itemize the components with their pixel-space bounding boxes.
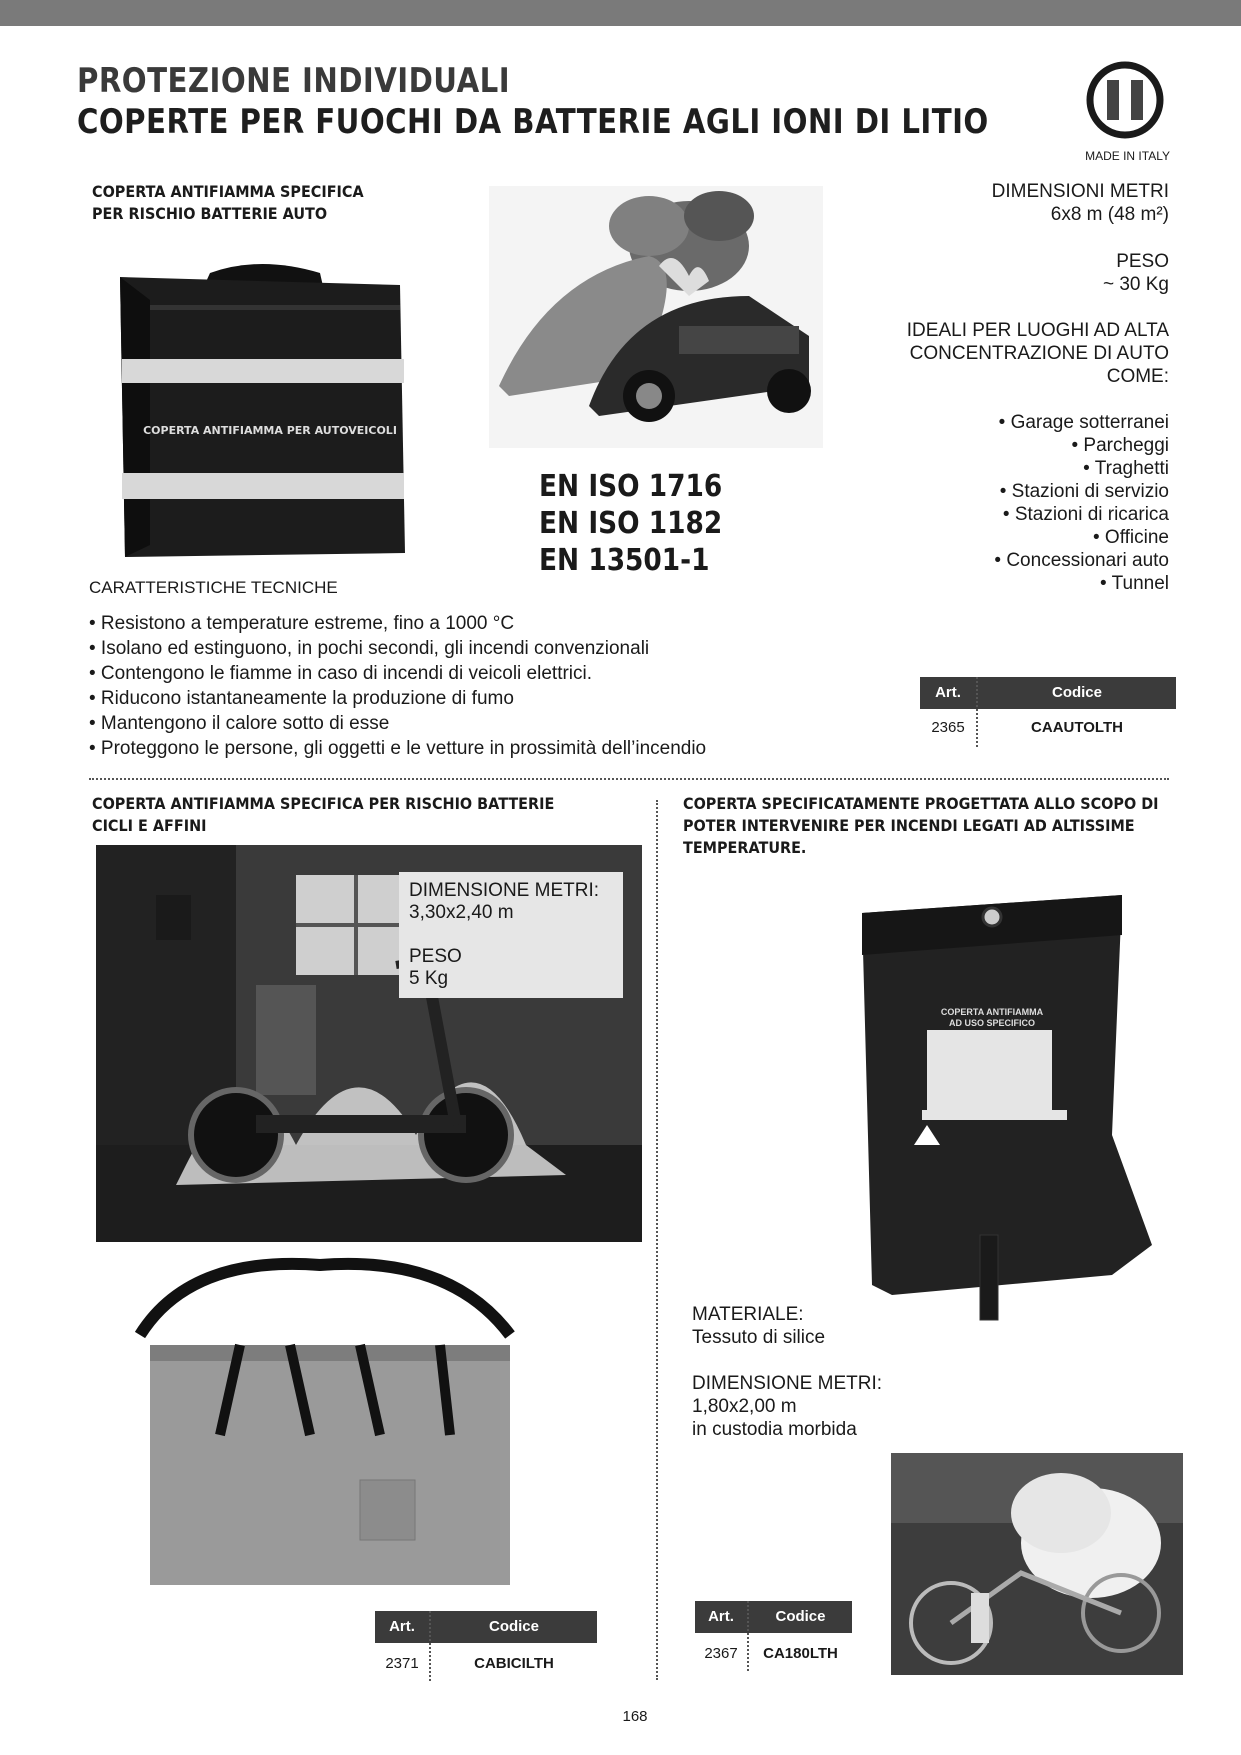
pouch-label-line2: AD USO SPECIFICO bbox=[948, 1018, 1035, 1028]
standard-en-iso-1182: EN ISO 1182 bbox=[539, 506, 723, 541]
section3-subtitle-line3: TEMPERATURE. bbox=[683, 838, 807, 857]
place-parcheggi: • Parcheggi bbox=[1071, 435, 1169, 456]
section1-subtitle-line2: PER RISCHIO BATTERIE AUTO bbox=[92, 204, 328, 223]
ideal-line3: COME: bbox=[1106, 366, 1169, 387]
place-traghetti: • Traghetti bbox=[1083, 458, 1169, 479]
ideal-line1: IDEALI PER LUOGHI AD ALTA bbox=[906, 320, 1169, 341]
place-tunnel: • Tunnel bbox=[1100, 573, 1169, 594]
car-fire-image bbox=[489, 186, 823, 448]
place-stazioni-ricarica: • Stazioni di ricarica bbox=[1002, 504, 1169, 525]
ideal-line2: CONCENTRAZIONE DI AUTO bbox=[909, 343, 1169, 364]
feature-4: • Riducono istantaneamente la produzione di fumo bbox=[89, 688, 514, 709]
made-in-italy-label: MADE IN ITALY bbox=[1085, 149, 1170, 163]
weight-label: PESO bbox=[1116, 251, 1169, 272]
section3-dimensions-note: in custodia morbida bbox=[692, 1419, 857, 1440]
section3-dimensions-label: DIMENSIONE METRI: bbox=[692, 1373, 883, 1394]
col-code-header: Codice bbox=[1051, 684, 1102, 701]
made-in-italy-flag-icon bbox=[1085, 60, 1165, 140]
table-divider bbox=[976, 677, 978, 747]
bike-blanket-bag-image bbox=[110, 1255, 530, 1590]
section3-subtitle-line2: POTER INTERVENIRE PER INCENDI LEGATI AD ALTISSIME bbox=[683, 816, 1135, 835]
art-value: 2367 bbox=[704, 1645, 738, 1662]
car-blanket-bag-image bbox=[110, 255, 415, 560]
bike-fire-image bbox=[891, 1453, 1183, 1675]
code-value: CA180LTH bbox=[763, 1645, 838, 1662]
art-value: 2371 bbox=[385, 1655, 419, 1672]
material-label: MATERIALE: bbox=[692, 1304, 804, 1325]
code-value: CABICILTH bbox=[474, 1655, 554, 1672]
product-table-2371 bbox=[375, 1611, 597, 1681]
product-table-2367 bbox=[695, 1601, 852, 1671]
section3-subtitle-line1: COPERTA SPECIFICATAMENTE PROGETTATA ALLO SCOPO DI bbox=[683, 794, 1159, 813]
feature-5: • Mantengono il calore sotto di esse bbox=[89, 713, 390, 734]
place-concessionari: • Concessionari auto bbox=[994, 550, 1169, 571]
product-table-2365 bbox=[920, 677, 1176, 747]
top-bar bbox=[0, 0, 1241, 26]
col-art-header: Art. bbox=[708, 1608, 734, 1625]
dimensions-value: 6x8 m (48 m²) bbox=[1050, 204, 1169, 225]
place-stazioni-servizio: • Stazioni di servizio bbox=[999, 481, 1169, 502]
weight-value: ~ 30 Kg bbox=[1102, 274, 1169, 295]
page-number: 168 bbox=[622, 1708, 648, 1725]
section2-subtitle-line1: COPERTA ANTIFIAMMA SPECIFICA PER RISCHIO BATTERIE bbox=[92, 794, 555, 813]
dimensions-label: DIMENSIONI METRI bbox=[991, 181, 1169, 202]
section2-dimensions-value: 3,30x2,40 m bbox=[409, 902, 514, 923]
section1-subtitle-line1: COPERTA ANTIFIAMMA SPECIFICA bbox=[92, 182, 364, 201]
art-value: 2365 bbox=[931, 719, 965, 736]
section-divider bbox=[89, 778, 1169, 780]
place-officine: • Officine bbox=[1093, 527, 1169, 548]
feature-6: • Proteggono le persone, gli oggetti e le vetture in prossimità dell’incendio bbox=[89, 738, 707, 759]
section3-dimensions-value: 1,80x2,00 m bbox=[692, 1396, 797, 1417]
section2-weight-value: 5 Kg bbox=[409, 968, 449, 989]
section2-weight-label: PESO bbox=[409, 946, 462, 967]
section2-dimensions-label: DIMENSIONE METRI: bbox=[409, 880, 600, 901]
page-title-line2: COPERTE PER FUOCHI DA BATTERIE AGLI IONI DI LITIO bbox=[77, 102, 989, 142]
features-title: CARATTERISTICHE TECNICHE bbox=[89, 578, 338, 597]
bag-label: COPERTA ANTIFIAMMA PER AUTOVEICOLI bbox=[143, 424, 397, 437]
material-value: Tessuto di silice bbox=[692, 1327, 826, 1348]
col-art-header: Art. bbox=[389, 1618, 415, 1635]
feature-1: • Resistono a temperature estreme, fino a 1000 °C bbox=[89, 613, 515, 634]
standard-en-iso-1716: EN ISO 1716 bbox=[539, 469, 723, 504]
section2-subtitle-line2: CICLI E AFFINI bbox=[92, 816, 207, 835]
feature-3: • Contengono le fiamme in caso di incendi di veicoli elettrici. bbox=[89, 663, 593, 684]
section2-info-box bbox=[399, 872, 623, 998]
standard-en-13501-1: EN 13501-1 bbox=[539, 543, 710, 578]
silica-blanket-pouch-image bbox=[852, 895, 1160, 1325]
feature-2: • Isolano ed estinguono, in pochi secondi, gli incendi convenzionali bbox=[89, 638, 650, 659]
code-value: CAAUTOLTH bbox=[1031, 719, 1123, 736]
col-code-header: Codice bbox=[488, 1618, 539, 1635]
place-garage: • Garage sotterranei bbox=[998, 412, 1169, 433]
page-title-line1: PROTEZIONE INDIVIDUALI bbox=[77, 61, 511, 101]
col-art-header: Art. bbox=[935, 684, 961, 701]
col-code-header: Codice bbox=[775, 1608, 826, 1625]
column-divider bbox=[656, 800, 658, 1680]
pouch-label-line1: COPERTA ANTIFIAMMA bbox=[940, 1007, 1044, 1017]
